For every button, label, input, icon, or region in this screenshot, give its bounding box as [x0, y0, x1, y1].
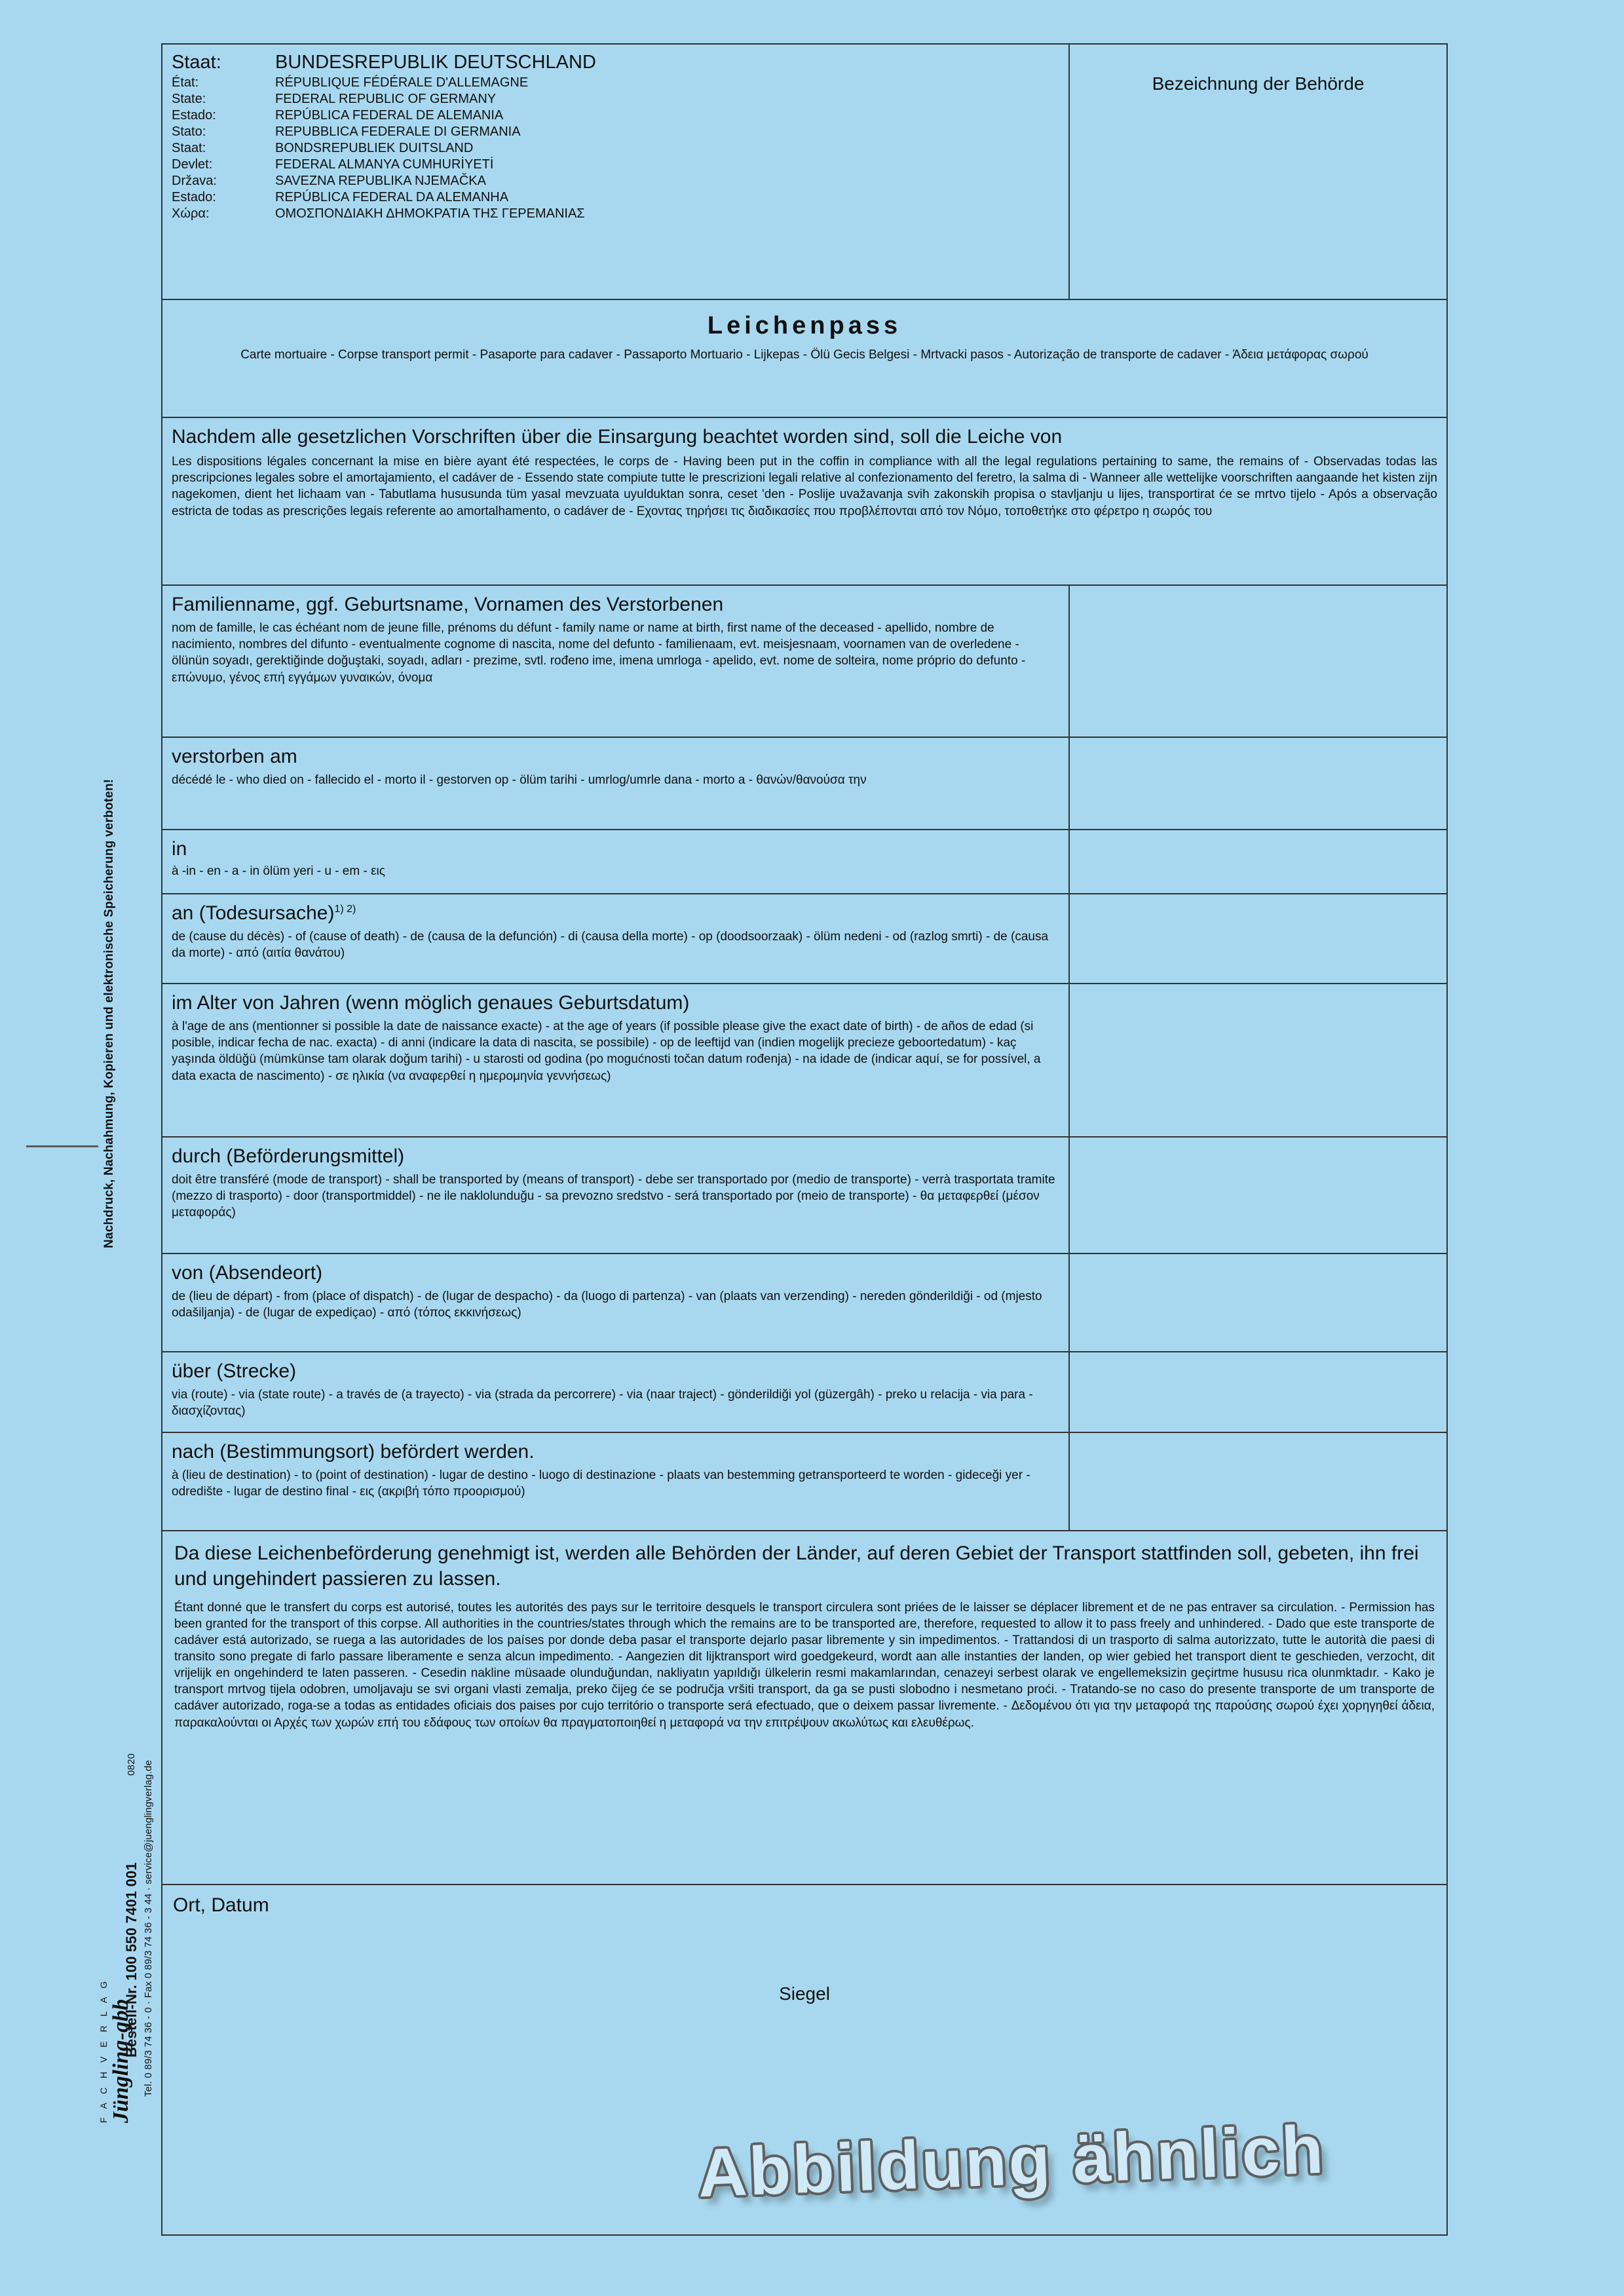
table-row [172, 91, 596, 107]
field-label-german: Familienname, ggf. Geburtsname, Vornamen des Verstorbenen [172, 594, 724, 615]
contact-line: Tel. 0 89/3 74 36 - 0 · Fax 0 89/3 74 36 - 3 44 · service@juenglingverlag.de [143, 1759, 154, 2097]
state-label: Staat: [172, 52, 221, 73]
field-row-place-of-dispatch [162, 1254, 1446, 1352]
field-input-place-of-dispatch[interactable] [1068, 1254, 1446, 1351]
intro-block [162, 418, 1446, 584]
field-label-multilingual: à -in - en - a - in ölüm yeri - u - em - εις [172, 864, 385, 878]
intro-multilingual: Les dispositions légales concernant la mise en bière ayant été respectées, le corps de - Having been put in the coffin in compliance with all the legal regulations pertaining to same, the remains of - Observadas todas las prescripciones legales sobre el amortajamiento, el cadáver de - Essendo state compiute tutte le prescrizioni legali relative al confezionamento del feretro, la salma di - Wanneer alle wettelijke voorschriften aangaande het kisten zijn nagekomen, dient het lichaam van - Tabutlama hususunda tüm yasal mevzuata uyulduktan sonra, ceset 'den - Poslije uvažavanja svih zakonskih propisa o stavljanju u lijes, transportirat će se mrtvo tijelo - Após a observação estricta de todas as prescrições legais referente ao amortalhamento, o cadáver de - Εχοντας τηρήσει τις διαδικασίες που προβλέπονται από τον Νόμο, τοποθετήκε στο φέρετρο η σωρός του [172, 454, 1437, 518]
table-row [172, 189, 596, 206]
signature-row [162, 1885, 1446, 2101]
field-label-german: nach (Bestimmungsort) befördert werden. [172, 1441, 535, 1463]
state-value: FEDERAL REPUBLIC OF GERMANY [275, 91, 497, 106]
publisher-name: Jüngling-gbb [109, 1999, 133, 2123]
field-label-german: verstorben am [172, 746, 297, 767]
field-row-means-of-transport [162, 1138, 1446, 1254]
state-value: BUNDESREPUBLIK DEUTSCHLAND [275, 52, 596, 73]
field-label-multilingual: décédé le - who died on - fallecido el - morto il - gestorven op - ölüm tarihi - umrlog/umrle dana - morto a - θανών/θανούσα την [172, 773, 867, 787]
state-names-table [172, 51, 596, 222]
table-row [172, 140, 596, 157]
table-row [172, 206, 596, 222]
field-row-age [162, 984, 1446, 1138]
state-label: État: [172, 75, 199, 90]
state-value: SAVEZNA REPUBLIKA NJEMAČKA [275, 173, 486, 188]
field-label-block [162, 738, 1068, 829]
table-row [172, 107, 596, 124]
publisher-logo [98, 1978, 134, 2123]
form-code: 0820 [126, 1753, 137, 1776]
footnote-marker: 1) 2) [334, 904, 356, 915]
field-input-cause-of-death[interactable] [1068, 894, 1446, 983]
field-row-place-of-death [162, 830, 1446, 894]
field-input-means-of-transport[interactable] [1068, 1138, 1446, 1253]
field-label-block [162, 1433, 1068, 1530]
reprint-notice: Nachdruck, Nachahmung, Kopieren und elektronische Speicherung verboten! [102, 778, 116, 1248]
state-names-block [162, 45, 1068, 299]
publisher-subtitle: F A C H V E R L A G [98, 1978, 109, 2123]
field-input-age[interactable] [1068, 984, 1446, 1136]
form-frame [161, 43, 1448, 2236]
state-value: ΟΜΟΣΠΟΝΔΙΑΚΗ ΔΗΜΟΚΡΑΤΙΑ ΤΗΣ ΓΕΡΕΜΑΝΙΑΣ [275, 206, 585, 221]
state-label: Stato: [172, 124, 206, 139]
state-label: Estado: [172, 107, 216, 123]
permission-block [162, 1531, 1446, 1884]
field-row-destination [162, 1433, 1446, 1531]
field-label-block [162, 586, 1068, 737]
table-row [172, 75, 596, 91]
field-input-route[interactable] [1068, 1352, 1446, 1432]
field-label-multilingual: via (route) - via (state route) - a través de (a trayecto) - via (strada da percorrere) - via (naar traject) - gönderildiği yol (güzergâh) - preko u relacija - via para - διασχίζοντας) [172, 1387, 1033, 1419]
field-label-german: durch (Beförderungsmittel) [172, 1145, 405, 1167]
field-label-block [162, 1254, 1068, 1351]
state-value: REPÚBLICA FEDERAL DE ALEMANIA [275, 107, 504, 123]
authority-name-box[interactable] [1068, 45, 1446, 299]
field-label-block [162, 1138, 1068, 1253]
field-input-name[interactable] [1068, 586, 1446, 737]
field-label-multilingual: à (lieu de destination) - to (point of destination) - lugar de destino - luogo di destinazione - plaats van bestemming getransporteerd te worden - gideceği yer - odredište - lugar de destino final - εις (ακριβή τόπο προορισμού) [172, 1468, 1030, 1499]
left-margin-print [85, 0, 164, 2296]
field-label-german: über (Strecke) [172, 1360, 297, 1382]
intro-row [162, 418, 1446, 586]
field-input-date-of-death[interactable] [1068, 738, 1446, 829]
field-input-place-of-death[interactable] [1068, 830, 1446, 893]
state-value: BONDSREPUBLIEK DUITSLAND [275, 140, 474, 155]
header-row [162, 45, 1446, 300]
field-label-block [162, 1352, 1068, 1432]
field-label-german: in [172, 838, 187, 860]
field-row-date-of-death [162, 738, 1446, 830]
field-row-cause-of-death [162, 894, 1446, 984]
field-label-multilingual: à l'age de ans (mentionner si possible la date de naissance exacte) - at the age of years (if possible please give the exact date of birth) - de años de edad (si posible, indicar fecha de nac. exacta) - di anni (indicare la data di nascita, se possibile) - op de leeftijd van (indien mogelijk precieze geboortedatum) - kaç yaşında öldüğü (mümkünse tam olarak doğum tarihi) - u starosti od godina (po mogućnosti točan datum rođenja) - na idade de (indicar aquí, se for possível, a data exacta de nascimento) - σε ηλικία (να αναφερθεί η ημερομηνία γεννήσεως) [172, 1019, 1041, 1083]
field-label-german: von (Absendeort) [172, 1262, 323, 1284]
state-value: REPUBBLICA FEDERALE DI GERMANIA [275, 124, 521, 139]
field-input-destination[interactable] [1068, 1433, 1446, 1530]
field-label-multilingual: de (lieu de départ) - from (place of dispatch) - de (lugar de despacho) - da (luogo di partenza) - van (plaats van verzending) - nereden gönderildiği - od (mjesto odašiljanja) - de (lugar de expediçao) - από (τόπος εκκινήσεως) [172, 1289, 1042, 1320]
field-label-block [162, 894, 1068, 983]
seal-label: Siegel [779, 1983, 830, 2004]
field-label-german [172, 901, 1059, 926]
intro-german: Nachdem alle gesetzlichen Vorschriften über die Einsargung beachtet worden sind, soll die Leiche von [172, 426, 1063, 448]
state-label: Staat: [172, 140, 206, 155]
table-row [172, 124, 596, 140]
state-value: REPÚBLICA FEDERAL DA ALEMANHA [275, 189, 509, 204]
title-band [162, 300, 1446, 417]
title-translations: Carte mortuaire - Corpse transport permit - Pasaporte para cadaver - Passaporto Mortuario - Lijkepas - Ölü Gecis Belgesi - Mrtvacki pasos - Autorização de transporte de cadaver - Άδεια μετάφορας σωρού [240, 348, 1369, 362]
field-row-route [162, 1352, 1446, 1433]
title-row [162, 300, 1446, 418]
permission-row [162, 1531, 1446, 1885]
permission-multilingual: Étant donné que le transfert du corps est autorisé, toutes les autorités des pays sur le territoire desquels le transport circulera sont priées de le laisser se déplacer librement et de ne pas entraver sa circulation. - Permission has been granted for the transport of this corpse. All authorities in the countries/states through which the remains are to be transported are, therefore, requested to allow it to pass freely and unhindered. - Dado que este transporte de cadáver está autorizado, se ruega a las autoridades de los países por donde deba pasar el transporte dejarlo pasar libremente y sin impedimentos. - Trattandosi di un trasporto di salma autorizzato, tutte le autorità die paesi di transito sono pregate di farlo passare liberamente e senza alcun impedimento. - Aangezien dit lijktransport wird goedgekeurd, wordt aan alle instanties der landen, op wier gebied het transport dient te geschieden, verzocht, dit vrijelijk en ongehinderd te laten passeren. - Cesedin nakline müsaade olunduğundan, nakliyatın yapıldığı ülkelerin resmi makamlarından, cenazeyi serbest olarak ve engellemeksizin geçirtme hususu rica olunmktadır. - Kako je transport mrtvog tijela odobren, umoljavaju se svi organi vlasti zemalja, preko čijeg će se područja vršiti transport, da ga se pusti slobodno i nesmetano proći. - Tratando-se no caso do presente transporte de um transporte de cadáver autorizado, roga-se a todas as entidades oficiais dos paises por cujo território o transporte será efectuado, que o deixem passar livremente. - Δεδομένου ότι για την μεταφορά της παρούσης σωρού έχει χορηγηθεί άδεια, παρακαλούνται οι Αρχές των χωρών επή του εδάφους των οποίων θα πραγματοποιηθεί η μεταφορά να την επιτρέψουν ακωλύτως και ελευθέρως. [174, 1601, 1435, 1730]
field-label-german: im Alter von Jahren (wenn möglich genaues Geburtsdatum) [172, 992, 690, 1014]
table-row [172, 51, 596, 75]
field-label-multilingual: doit être transféré (mode de transport) - shall be transported by (means of transport) - debe ser transportado por (medio de transporte) - verrà trasportata tramite (mezzo di trasporto) - door (transportmiddel) - ne ile naklolunduğu - sa prevozno sredstvo - será transportado por (meio de transporte) - θα μεταφερθεί (μέσον μεταφοράς) [172, 1172, 1055, 1220]
state-label: Χώρα: [172, 206, 210, 221]
field-label-multilingual: nom de famille, le cas échéant nom de jeune fille, prénoms du défunt - family name or name at birth, first name of the deceased - apellido, nombre de nacimiento, nombres del difunto - eventualmente cognome di nascita, nome del defunto - familienaam, evt. meisjesnaam, voornamen van de overledene - ölünün soyadı, gerektiğinde doğuştaki, soyadı, adları - prezime, svtl. rođeno ime, imena umrloga - apelido, evt. nome de solteira, nome próprio do defunto - επώνυμο, γένος επή εγγάμων γυναικών, όνομα [172, 621, 1026, 685]
field-label-multilingual: de (cause du décès) - of (cause of death) - de (causa de la defunción) - di (causa della morte) - op (doodsoorzaak) - ölüm nedeni - od (razlog smrti) - de (causa da morte) - από (αιτία θανάτου) [172, 929, 1049, 961]
state-label: Estado: [172, 189, 216, 204]
field-row-name [162, 586, 1446, 738]
field-label-block [162, 830, 1068, 893]
state-label: State: [172, 91, 206, 106]
table-row [172, 173, 596, 189]
table-row [172, 157, 596, 173]
state-label: Devlet: [172, 157, 213, 172]
field-label-block [162, 984, 1068, 1136]
field-label-text: an (Todesursache) [172, 902, 335, 924]
state-value: FEDERAL ALMANYA CUMHURİYETİ [275, 157, 494, 172]
signature-block[interactable] [162, 1885, 1446, 2101]
page-title: Leichenpass [707, 312, 902, 339]
sample-watermark: Abbildung ähnlich [696, 2111, 1327, 2212]
state-value: RÉPUBLIQUE FÉDÉRALE D'ALLEMAGNE [275, 75, 529, 90]
authority-label: Bezeichnung der Behörde [1152, 73, 1365, 94]
place-date-label: Ort, Datum [173, 1894, 269, 1916]
permission-german: Da diese Leichenbeförderung genehmigt ist, werden alle Behörden der Länder, auf deren Gebiet der Transport stattfinden soll, gebeten, ihn frei und ungehindert passieren zu lassen. [174, 1542, 1419, 1590]
state-label: Država: [172, 173, 217, 188]
order-number: Bestell-Nr. 100 550 7401 001 [123, 1862, 140, 2057]
